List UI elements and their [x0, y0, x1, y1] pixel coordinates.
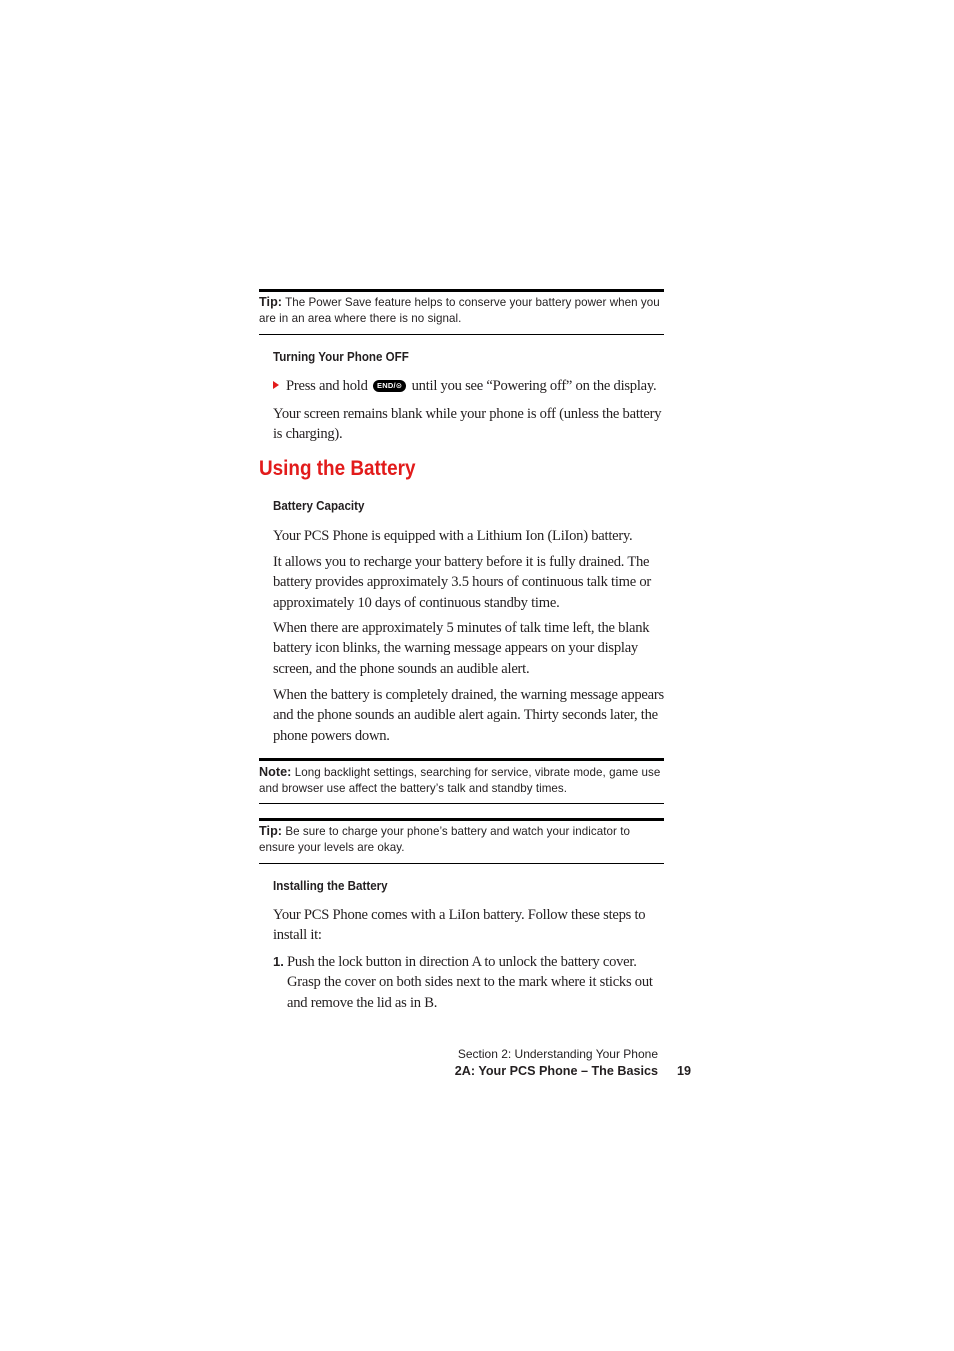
- installing-step1: Push the lock button in direction A to unlock the battery cover. Grasp the cover on both sides next to the mark where it sticks out and remove the lid as in B.: [287, 954, 653, 1011]
- step-text-before: Press and hold: [286, 378, 372, 394]
- battery-capacity-p2: It allows you to recharge your battery before it is fully drained. The battery provides approximately 3.5 hours of continuous talk time or approximately 10 days of continuous standby time.: [273, 554, 652, 611]
- step-number: 1.: [273, 954, 284, 969]
- tip2-text: Be sure to charge your phone’s battery and watch your indicator to ensure your levels are okay.: [259, 825, 630, 854]
- tip-label: Tip:: [259, 295, 283, 309]
- tip-bottom-rule: [259, 334, 664, 335]
- note-top-rule: [259, 758, 664, 761]
- tip-top-rule: [259, 289, 664, 292]
- battery-capacity-p1: Your PCS Phone is equipped with a Lithium Ion (LiIon) battery.: [273, 528, 633, 544]
- battery-capacity-p3: When there are approximately 5 minutes of talk time left, the blank battery icon blinks, the warning message appears on your display screen, and the phone sounds an audible alert.: [273, 620, 650, 677]
- note-bottom-rule: [259, 803, 664, 804]
- tip2-label: Tip:: [259, 824, 283, 838]
- battery-capacity-heading: Battery Capacity: [273, 499, 365, 513]
- step-text-after: until you see “Powering off” on the display.: [408, 378, 657, 394]
- tip2-callout: [259, 823, 664, 856]
- end-key-icon: END/⊙: [373, 380, 406, 392]
- turning-off-heading: Turning Your Phone OFF: [273, 350, 409, 364]
- bullet-arrow-icon: [273, 381, 279, 389]
- installing-p1: Your PCS Phone comes with a LiIon battery. Follow these steps to install it:: [273, 907, 646, 944]
- page-number: 19: [677, 1064, 692, 1078]
- tip-text: The Power Save feature helps to conserve your battery power when you are in an area where there is no signal.: [259, 296, 660, 325]
- turning-off-paragraph: Your screen remains blank while your phone is off (unless the battery is charging).: [273, 406, 662, 443]
- footer-chapter: 2A: Your PCS Phone – The Basics: [454, 1064, 658, 1078]
- note-callout: [259, 764, 664, 797]
- tip2-bottom-rule: [259, 863, 664, 864]
- installing-heading: Installing the Battery: [273, 879, 388, 893]
- footer-section: Section 2: Understanding Your Phone: [457, 1047, 658, 1061]
- tip2-top-rule: [259, 818, 664, 821]
- tip-callout: [259, 294, 664, 327]
- section-title: Using the Battery: [259, 457, 416, 480]
- battery-capacity-p4: When the battery is completely drained, the warning message appears and the phone sounds an audible alert again. Thirty seconds later, the phone powers down.: [273, 687, 664, 744]
- turning-off-step: [273, 376, 665, 396]
- note-text: Long backlight settings, searching for service, vibrate mode, game use and browser use affect the battery’s talk and standby times.: [259, 766, 661, 795]
- note-label: Note:: [259, 765, 292, 779]
